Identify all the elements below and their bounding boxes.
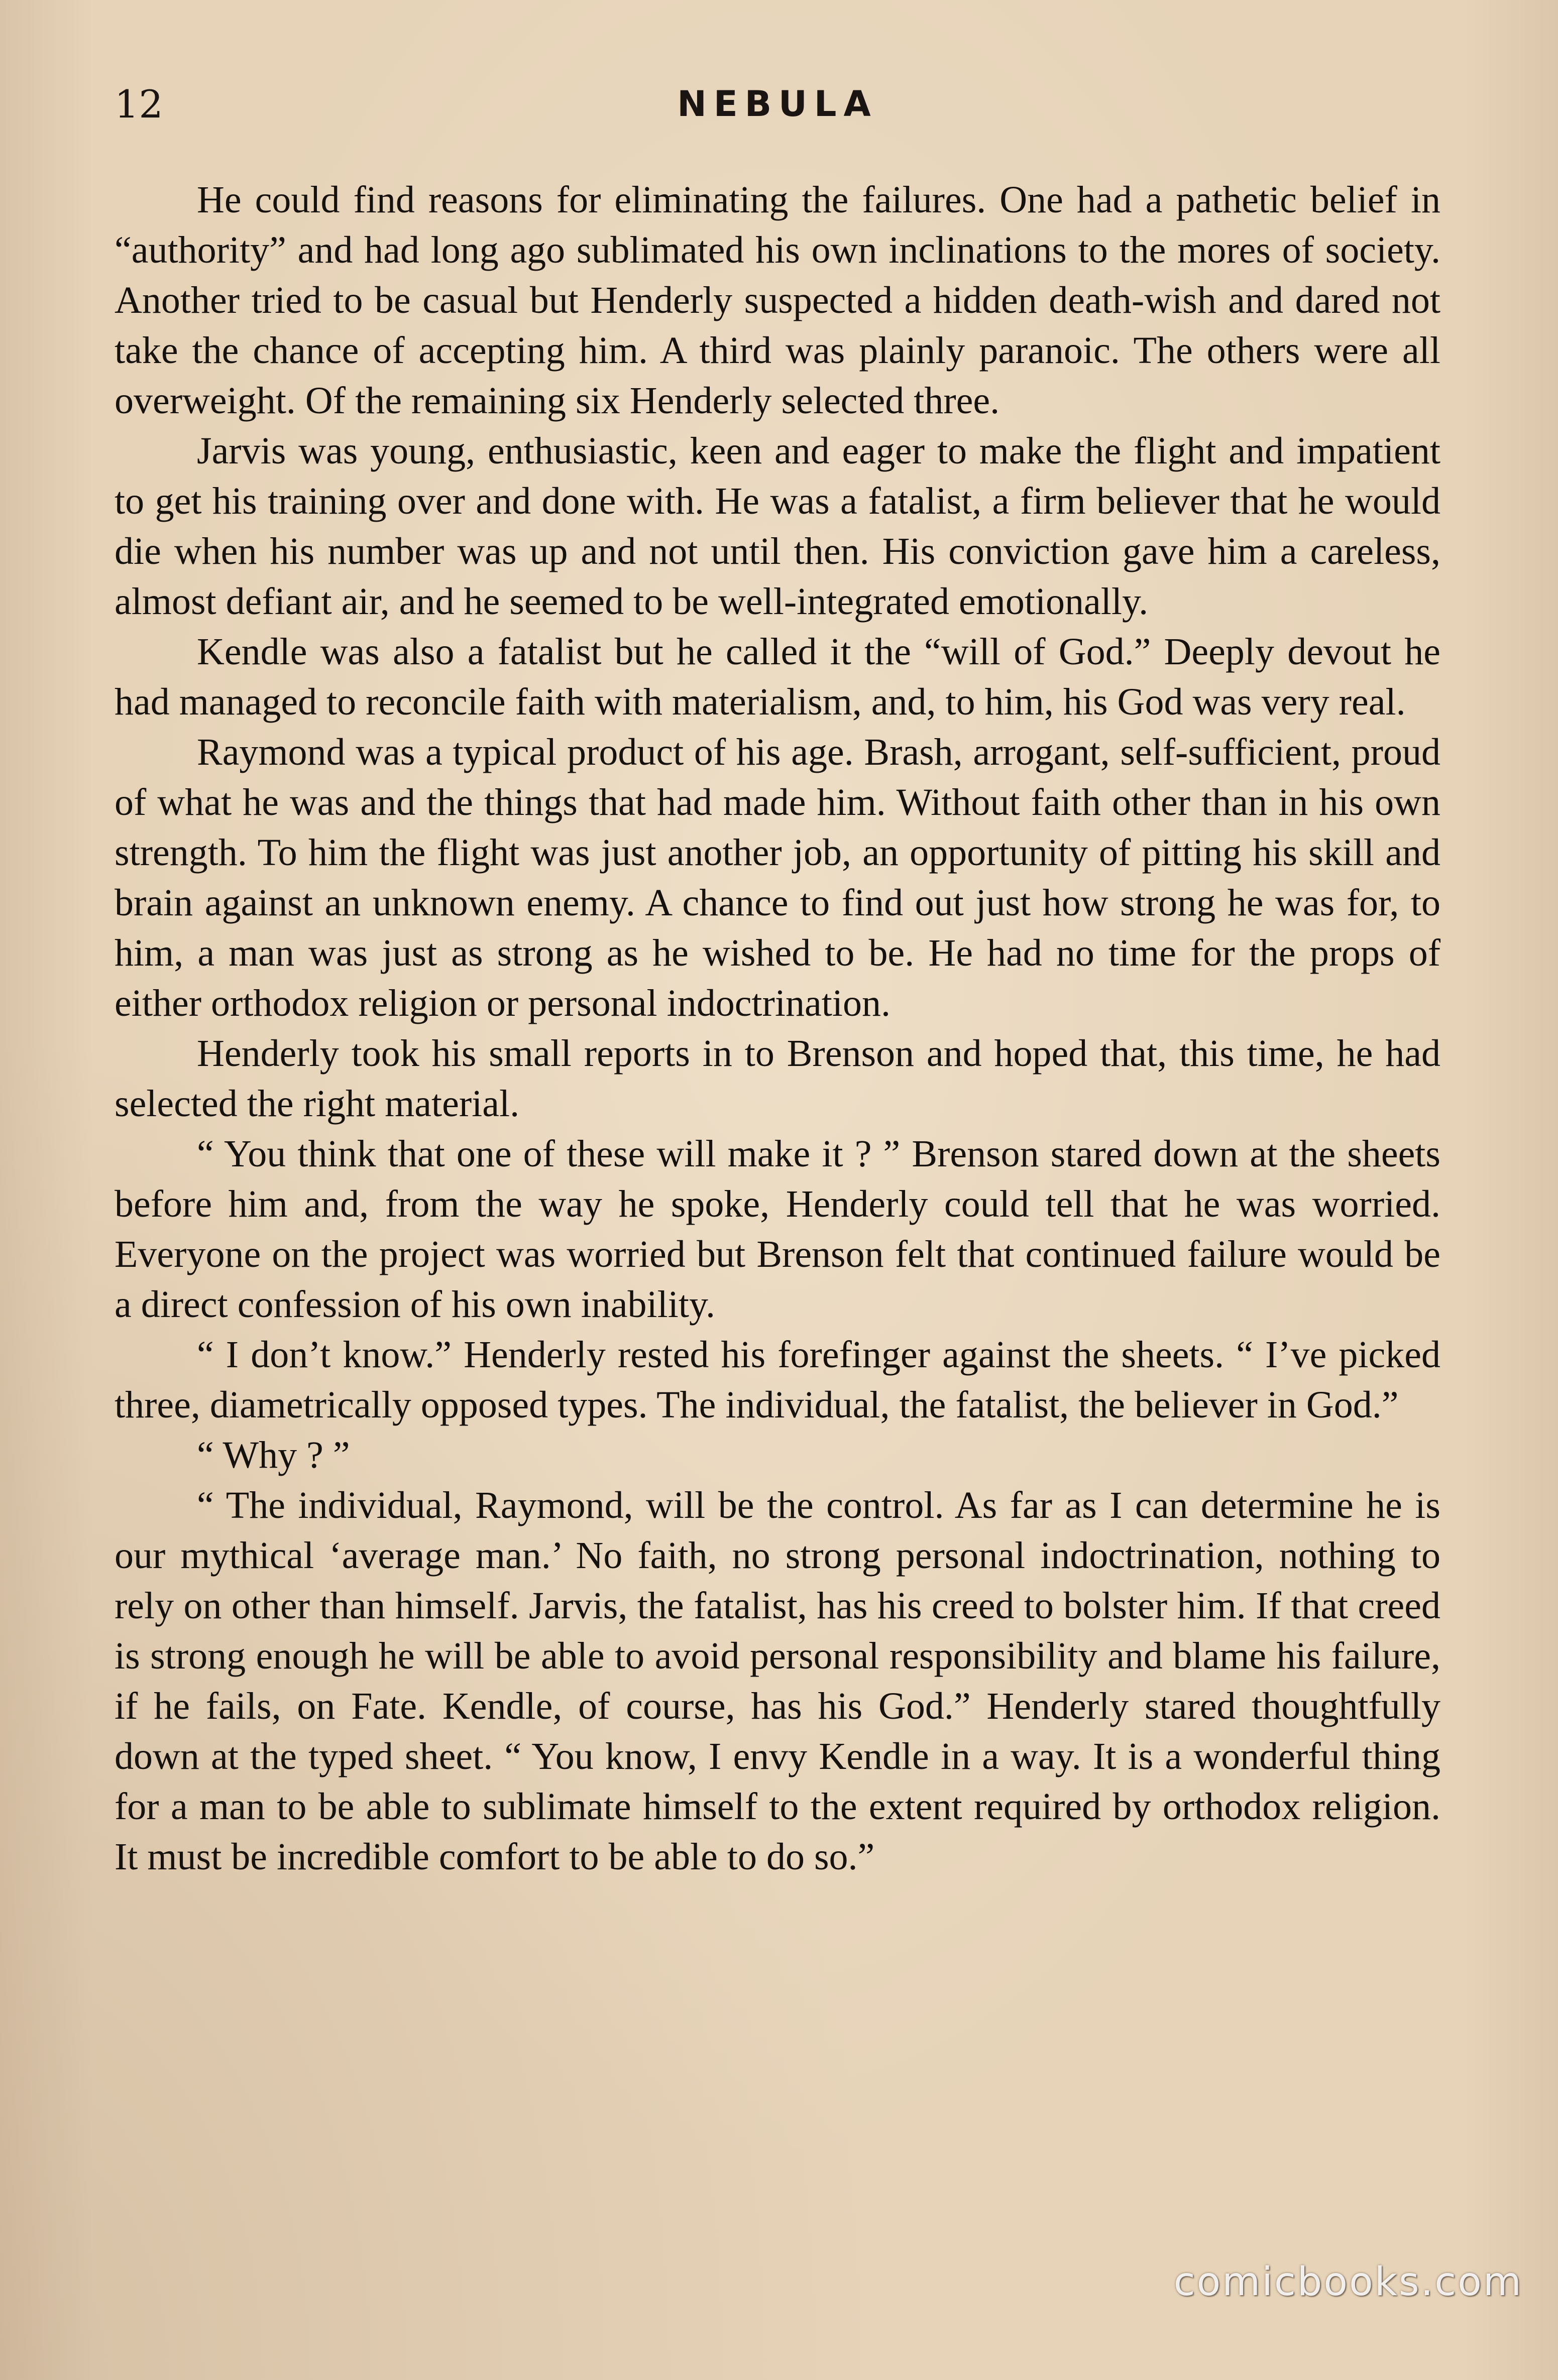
- paragraph: “ I don’t know.” Henderly rested his forefinger against the sheets. “ I’ve picked three, diametrically opposed types. The individual, the fatalist, the believer in God.”: [115, 1334, 1440, 1426]
- watermark: comicbooks.com: [1173, 2259, 1523, 2305]
- paragraph: “ You think that one of these will make it ? ” Brenson stared down at the sheets before him and, from the way he spoke, Henderly could tell that he was worried. Everyone on the project was worried but Brenson felt that continued failure would be a direct confession of his own inability.: [115, 1133, 1440, 1326]
- running-title: NEBULA: [677, 83, 878, 125]
- paragraph: Jarvis was young, enthusiastic, keen and eager to make the flight and impatient to get his training over and done with. He was a fatalist, a firm believer that he would die when his number was up and not until then. His conviction gave him a careless, almost defiant air, and he seemed to be well-integrated emotionally.: [115, 430, 1440, 623]
- page-number: 12: [115, 82, 163, 127]
- page-header: [115, 82, 1440, 146]
- paragraph: “ Why ? ”: [197, 1434, 350, 1476]
- paragraph: “ The individual, Raymond, will be the control. As far as I can determine he is our mythical ‘average man.’ No faith, no strong personal indoctrination, nothing to rely on other than himself. Jarvis, the fatalist, has his creed to bolster him. If that creed is strong enough he will be able to avoid personal responsibility and blame his failure, if he fails, on Fate. Kendle, of course, has his God.” Henderly stared thoughtfully down at the typed sheet. “ You know, I envy Kendle in a way. It is a wonderful thing for a man to be able to sublimate himself to the extent required by orthodox religion. It must be incredible comfort to be able to do so.”: [115, 1484, 1440, 1878]
- paragraph: Henderly took his small reports in to Brenson and hoped that, this time, he had selected the right material.: [115, 1032, 1440, 1125]
- paragraph: He could find reasons for eliminating the failures. One had a pathetic belief in “authority” and had long ago sublimated his own inclinations to the mores of society. Another tried to be casual but Henderly suspected a hidden death-wish and dared not take the chance of accepting him. A third was plainly paranoic. The others were all overweight. Of the remaining six Henderly selected three.: [115, 179, 1440, 422]
- paragraph: Kendle was also a fatalist but he called it the “will of God.” Deeply devout he had managed to reconcile faith with materialism, and, to him, his God was very real.: [115, 631, 1440, 723]
- paragraph: Raymond was a typical product of his age. Brash, arrogant, self-sufficient, proud of what he was and the things that had made him. Without faith other than in his own strength. To him the flight was just another job, an opportunity of pitting his skill and brain against an unknown enemy. A chance to find out just how strong he was for, to him, a man was just as strong as he wished to be. He had no time for the props of either orthodox religion or personal indoctrination.: [115, 731, 1440, 1024]
- body-text: [115, 175, 1440, 1882]
